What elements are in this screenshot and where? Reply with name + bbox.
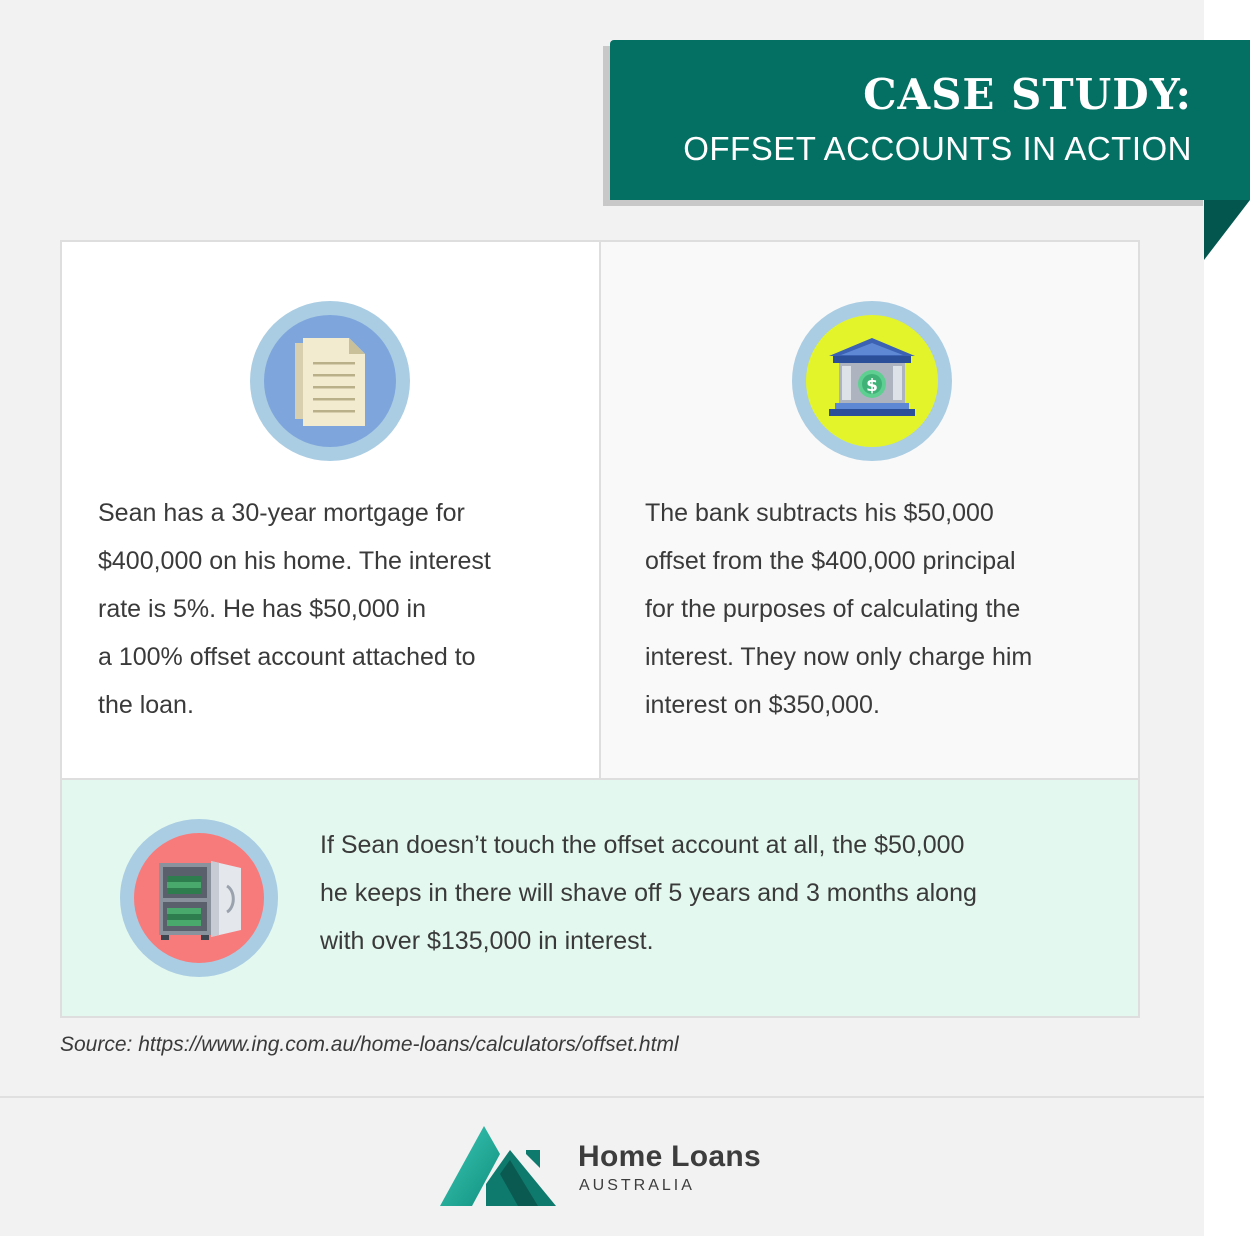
text-line: The bank subtracts his $50,000 bbox=[645, 499, 994, 527]
logo-subtitle: AUSTRALIA bbox=[579, 1177, 695, 1194]
bank-icon bbox=[791, 300, 953, 462]
svg-text:$: $ bbox=[866, 376, 878, 396]
text-line: interest. They now only charge him bbox=[645, 643, 1033, 671]
banner-title: CASE STUDY: bbox=[863, 70, 1192, 119]
text-line: Sean has a 30-year mortgage for bbox=[98, 499, 465, 527]
card-savings-result bbox=[60, 778, 1140, 1018]
safe-icon bbox=[119, 818, 279, 978]
text-line: with over $135,000 in interest. bbox=[320, 927, 654, 955]
text-line: rate is 5%. He has $50,000 in bbox=[98, 595, 426, 623]
bank-description bbox=[645, 489, 1105, 729]
text-line: interest on $350,000. bbox=[645, 691, 880, 719]
mortgage-description bbox=[98, 489, 568, 729]
text-line: If Sean doesn’t touch the offset account at all, the $50,000 bbox=[320, 831, 965, 859]
footer-divider bbox=[0, 1096, 1204, 1098]
savings-description bbox=[320, 821, 1100, 965]
source-citation: Source: https://www.ing.com.au/home-loans/calculators/offset.html bbox=[60, 1033, 679, 1056]
text-line: offset from the $400,000 principal bbox=[645, 547, 1016, 575]
card-bank-calculation bbox=[599, 240, 1140, 780]
card-mortgage-details bbox=[60, 240, 601, 780]
text-line: he keeps in there will shave off 5 years and 3 months along bbox=[320, 879, 977, 907]
logo-name: Home Loans bbox=[578, 1140, 762, 1173]
document-icon bbox=[249, 300, 411, 462]
case-study-banner bbox=[610, 40, 1250, 200]
text-line: $400,000 on his home. The interest bbox=[98, 547, 491, 575]
text-line: a 100% offset account attached to bbox=[98, 643, 476, 671]
banner-fold bbox=[1204, 200, 1250, 260]
home-loans-logo-icon bbox=[440, 1124, 560, 1208]
text-line: the loan. bbox=[98, 691, 194, 719]
banner-subtitle: OFFSET ACCOUNTS IN ACTION bbox=[683, 130, 1192, 167]
text-line: for the purposes of calculating the bbox=[645, 595, 1021, 623]
